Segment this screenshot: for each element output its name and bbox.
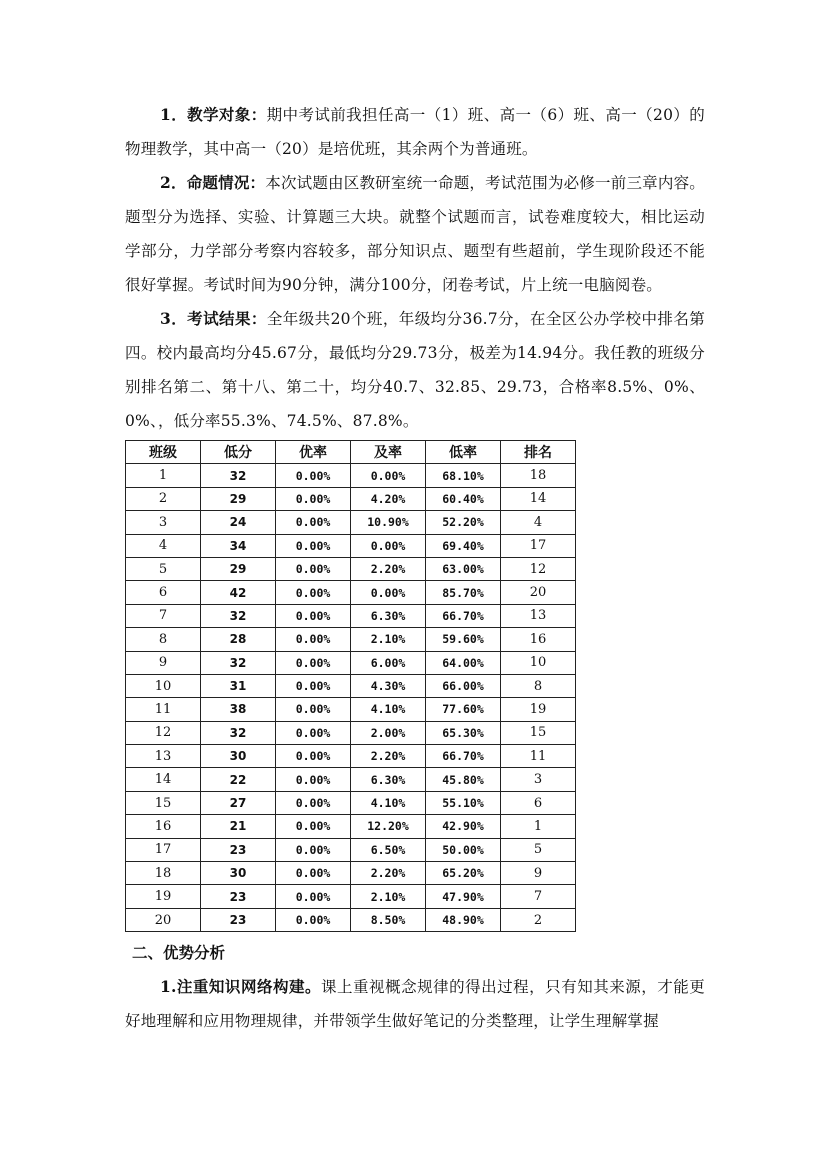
cell-rank: 8 — [501, 674, 576, 697]
cell-low-rate: 65.20% — [426, 862, 501, 885]
cell-rank: 20 — [501, 581, 576, 604]
cell-rank: 11 — [501, 745, 576, 768]
table-row — [126, 815, 576, 838]
cell-excellent-rate: 0.00% — [276, 511, 351, 534]
cell-class: 5 — [126, 557, 201, 580]
cell-rank: 3 — [501, 768, 576, 791]
cell-rank: 4 — [501, 511, 576, 534]
cell-low-rate: 68.10% — [426, 464, 501, 487]
cell-class: 11 — [126, 698, 201, 721]
cell-class: 13 — [126, 745, 201, 768]
cell-low-score: 34 — [201, 534, 276, 557]
cell-pass-rate: 2.00% — [351, 721, 426, 744]
cell-pass-rate: 8.50% — [351, 908, 426, 931]
cell-excellent-rate: 0.00% — [276, 791, 351, 814]
cell-low-score: 29 — [201, 557, 276, 580]
cell-pass-rate: 0.00% — [351, 581, 426, 604]
cell-pass-rate: 4.30% — [351, 674, 426, 697]
paragraph-text: 课上重视概念规律的得出过程，只有知其来源，才能更好地理解和应用物理规律，并带领学生做好笔记的分类整理，让学生理解掌握 — [125, 978, 705, 1031]
header-low-rate: 低率 — [426, 441, 501, 464]
cell-excellent-rate: 0.00% — [276, 908, 351, 931]
cell-low-score: 22 — [201, 768, 276, 791]
cell-low-rate: 66.70% — [426, 745, 501, 768]
cell-low-score: 29 — [201, 487, 276, 510]
cell-low-score: 30 — [201, 862, 276, 885]
table-row — [126, 487, 576, 510]
cell-pass-rate: 2.20% — [351, 745, 426, 768]
cell-pass-rate: 6.50% — [351, 838, 426, 861]
cell-class: 14 — [126, 768, 201, 791]
table-row — [126, 908, 576, 931]
cell-excellent-rate: 0.00% — [276, 721, 351, 744]
cell-excellent-rate: 0.00% — [276, 534, 351, 557]
cell-low-rate: 59.60% — [426, 628, 501, 651]
table-body — [126, 464, 576, 932]
cell-pass-rate: 6.00% — [351, 651, 426, 674]
cell-excellent-rate: 0.00% — [276, 651, 351, 674]
class-score-table — [125, 440, 576, 932]
cell-class: 7 — [126, 604, 201, 627]
cell-rank: 12 — [501, 557, 576, 580]
cell-excellent-rate: 0.00% — [276, 815, 351, 838]
paragraph-knowledge-network — [125, 970, 705, 1038]
cell-rank: 9 — [501, 862, 576, 885]
cell-pass-rate: 6.30% — [351, 604, 426, 627]
cell-low-score: 32 — [201, 464, 276, 487]
cell-class: 8 — [126, 628, 201, 651]
table-row — [126, 511, 576, 534]
cell-excellent-rate: 0.00% — [276, 557, 351, 580]
cell-low-rate: 47.90% — [426, 885, 501, 908]
cell-class: 4 — [126, 534, 201, 557]
table-row — [126, 745, 576, 768]
cell-low-score: 27 — [201, 791, 276, 814]
table-row — [126, 464, 576, 487]
cell-excellent-rate: 0.00% — [276, 838, 351, 861]
cell-low-score: 32 — [201, 651, 276, 674]
cell-pass-rate: 2.20% — [351, 557, 426, 580]
cell-low-score: 42 — [201, 581, 276, 604]
cell-low-score: 23 — [201, 908, 276, 931]
table-row — [126, 698, 576, 721]
cell-low-rate: 77.60% — [426, 698, 501, 721]
paragraph-exam-results — [125, 302, 705, 438]
cell-excellent-rate: 0.00% — [276, 768, 351, 791]
cell-low-score: 28 — [201, 628, 276, 651]
cell-excellent-rate: 0.00% — [276, 487, 351, 510]
cell-rank: 19 — [501, 698, 576, 721]
paragraph-lead: 2．命题情况： — [160, 173, 266, 192]
cell-pass-rate: 2.10% — [351, 885, 426, 908]
cell-rank: 18 — [501, 464, 576, 487]
cell-pass-rate: 6.30% — [351, 768, 426, 791]
paragraph-lead: 1．教学对象： — [160, 105, 267, 124]
cell-rank: 6 — [501, 791, 576, 814]
table-row — [126, 628, 576, 651]
table-header-row — [126, 441, 576, 464]
cell-low-rate: 42.90% — [426, 815, 501, 838]
cell-class: 1 — [126, 464, 201, 487]
cell-rank: 14 — [501, 487, 576, 510]
cell-low-rate: 66.70% — [426, 604, 501, 627]
cell-class: 2 — [126, 487, 201, 510]
cell-low-score: 38 — [201, 698, 276, 721]
cell-rank: 2 — [501, 908, 576, 931]
paragraph-text: 本次试题由区教研室统一命题，考试范围为必修一前三章内容。题型分为选择、实验、计算题三大块。就整个试题而言，试卷难度较大，相比运动学部分，力学部分考察内容较多，部分知识点、题型有些超前，学生现阶段还不能很好掌握。考试时间为90分钟，满分100分，闭卷考试，片上统一电脑阅卷。 — [125, 174, 705, 294]
cell-pass-rate: 2.20% — [351, 862, 426, 885]
paragraph-text: 期中考试前我担任高一（1）班、高一（6）班、高一（20）的物理教学，其中高一（20）是培优班，其余两个为普通班。 — [125, 106, 705, 158]
cell-rank: 1 — [501, 815, 576, 838]
cell-low-score: 31 — [201, 674, 276, 697]
cell-class: 19 — [126, 885, 201, 908]
cell-rank: 10 — [501, 651, 576, 674]
cell-low-score: 23 — [201, 885, 276, 908]
document-page — [125, 98, 705, 1038]
table-row — [126, 604, 576, 627]
cell-pass-rate: 4.20% — [351, 487, 426, 510]
paragraph-lead: 3．考试结果： — [160, 309, 267, 328]
paragraph-lead: 1.注重知识网络构建。 — [160, 977, 322, 997]
table-row — [126, 534, 576, 557]
cell-low-score: 32 — [201, 604, 276, 627]
header-rank: 排名 — [501, 441, 576, 464]
cell-excellent-rate: 0.00% — [276, 464, 351, 487]
table-row — [126, 791, 576, 814]
cell-low-rate: 63.00% — [426, 557, 501, 580]
paragraph-text: 全年级共20个班，年级均分36.7分，在全区公办学校中排名第四。校内最高均分45.67分，最低均分29.73分，极差为14.94分。我任教的班级分别排名第二、第十八、第二十，均分40.7、32.85、29.73，合格率8.5%、0%、0%、，低分率55.3%、74.5%、87.8%。 — [125, 310, 705, 430]
cell-rank: 17 — [501, 534, 576, 557]
cell-class: 9 — [126, 651, 201, 674]
cell-low-rate: 60.40% — [426, 487, 501, 510]
cell-pass-rate: 0.00% — [351, 534, 426, 557]
cell-low-rate: 45.80% — [426, 768, 501, 791]
cell-low-score: 21 — [201, 815, 276, 838]
section-heading-advantages: 二、优势分析 — [132, 943, 226, 963]
cell-excellent-rate: 0.00% — [276, 581, 351, 604]
table-row — [126, 557, 576, 580]
cell-low-score: 32 — [201, 721, 276, 744]
table-row — [126, 885, 576, 908]
cell-excellent-rate: 0.00% — [276, 745, 351, 768]
cell-class: 6 — [126, 581, 201, 604]
table-row — [126, 862, 576, 885]
table-row — [126, 838, 576, 861]
cell-excellent-rate: 0.00% — [276, 628, 351, 651]
cell-class: 16 — [126, 815, 201, 838]
cell-low-score: 23 — [201, 838, 276, 861]
header-pass-rate: 及率 — [351, 441, 426, 464]
cell-excellent-rate: 0.00% — [276, 698, 351, 721]
cell-pass-rate: 4.10% — [351, 791, 426, 814]
cell-excellent-rate: 0.00% — [276, 862, 351, 885]
cell-rank: 16 — [501, 628, 576, 651]
table-row — [126, 721, 576, 744]
cell-low-rate: 64.00% — [426, 651, 501, 674]
cell-excellent-rate: 0.00% — [276, 885, 351, 908]
cell-pass-rate: 12.20% — [351, 815, 426, 838]
cell-low-rate: 65.30% — [426, 721, 501, 744]
cell-rank: 5 — [501, 838, 576, 861]
cell-low-rate: 48.90% — [426, 908, 501, 931]
cell-excellent-rate: 0.00% — [276, 604, 351, 627]
cell-class: 10 — [126, 674, 201, 697]
table-row — [126, 581, 576, 604]
cell-class: 12 — [126, 721, 201, 744]
cell-low-rate: 69.40% — [426, 534, 501, 557]
header-low-score: 低分 — [201, 441, 276, 464]
cell-low-score: 24 — [201, 511, 276, 534]
cell-pass-rate: 4.10% — [351, 698, 426, 721]
cell-low-rate: 50.00% — [426, 838, 501, 861]
cell-low-rate: 85.70% — [426, 581, 501, 604]
cell-low-score: 30 — [201, 745, 276, 768]
cell-low-rate: 66.00% — [426, 674, 501, 697]
cell-rank: 15 — [501, 721, 576, 744]
cell-class: 3 — [126, 511, 201, 534]
table-row — [126, 651, 576, 674]
cell-class: 20 — [126, 908, 201, 931]
cell-class: 17 — [126, 838, 201, 861]
cell-rank: 13 — [501, 604, 576, 627]
table-row — [126, 674, 576, 697]
cell-excellent-rate: 0.00% — [276, 674, 351, 697]
header-excellent-rate: 优率 — [276, 441, 351, 464]
table-row — [126, 768, 576, 791]
cell-low-rate: 55.10% — [426, 791, 501, 814]
cell-rank: 7 — [501, 885, 576, 908]
cell-pass-rate: 10.90% — [351, 511, 426, 534]
cell-low-rate: 52.20% — [426, 511, 501, 534]
header-class: 班级 — [126, 441, 201, 464]
cell-class: 15 — [126, 791, 201, 814]
cell-pass-rate: 2.10% — [351, 628, 426, 651]
cell-pass-rate: 0.00% — [351, 464, 426, 487]
cell-class: 18 — [126, 862, 201, 885]
paragraph-teaching-target — [125, 98, 705, 166]
paragraph-exam-design — [125, 166, 705, 302]
